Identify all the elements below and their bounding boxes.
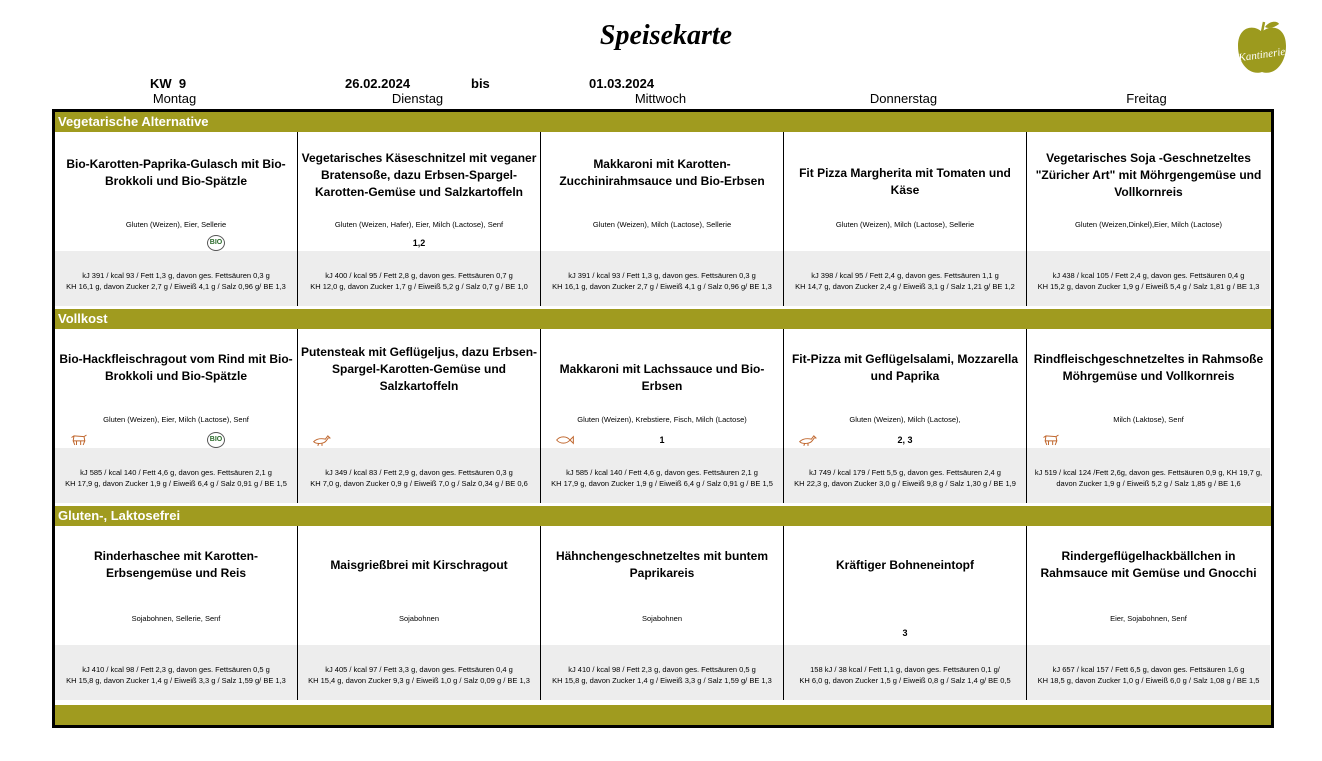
day-monday: Montag xyxy=(152,91,197,106)
dish-name: Bio-Karotten-Paprika-Gulasch mit Bio-Brokkoli und Bio-Spätzle xyxy=(66,157,286,188)
day-friday: Freitag xyxy=(1126,91,1167,106)
cow-icon xyxy=(1041,433,1061,447)
dish-name: Vegetarisches Käseschnitzel mit veganer Bratensoße, dazu Erbsen-Spargel-Karotten-Gemüse und Salzkartoffeln xyxy=(301,151,537,199)
menu-cell xyxy=(541,526,784,700)
nutrition-line-1: kJ 438 / kcal 105 / Fett 2,4 g, davon ges. Fettsäuren 0,4 g xyxy=(1052,271,1245,280)
day-header-row xyxy=(53,91,1293,107)
section-label: Vegetarische Alternative xyxy=(58,114,209,129)
dish-name: Maisgrießbrei mit Kirschragout xyxy=(330,558,508,572)
dish-area xyxy=(1027,329,1270,448)
nutrition-area xyxy=(298,251,540,306)
allergen-text: Gluten (Weizen), Milch (Lactose), Sellerie xyxy=(592,220,732,229)
footer-band xyxy=(55,705,1271,725)
nutrition-line-1: kJ 410 / kcal 98 / Fett 2,3 g, davon ges. Fettsäuren 0,5 g xyxy=(82,665,270,674)
day-thursday: Donnerstag xyxy=(869,91,938,106)
additive-note: 1,2 xyxy=(412,238,426,248)
day-wednesday: Mittwoch xyxy=(634,91,687,106)
dish-area xyxy=(784,526,1026,645)
nutrition-area xyxy=(541,645,783,700)
allergen-text: Gluten (Weizen), Eier, Sellerie xyxy=(125,220,227,229)
allergen-text: Gluten (Weizen), Milch (Lactose), Sellerie xyxy=(835,220,975,229)
additive-note: 1 xyxy=(659,435,665,445)
nutrition-area xyxy=(55,448,297,503)
menu-cell xyxy=(541,132,784,306)
dish-area xyxy=(55,526,297,645)
nutrition-text xyxy=(543,467,781,489)
nutrition-area xyxy=(55,251,297,306)
nutrition-line-2: KH 17,9 g, davon Zucker 1,9 g / Eiweiß 6,4 g / Salz 0,91 g / BE 1,5 xyxy=(551,479,773,488)
nutrition-line-2: KH 15,8 g, davon Zucker 1,4 g / Eiweiß 3,3 g / Salz 1,59 g/ BE 1,3 xyxy=(66,676,286,685)
nutrition-text xyxy=(786,270,1024,292)
dish-name: Makkaroni mit Lachssauce und Bio-Erbsen xyxy=(559,362,765,393)
nutrition-line-2: KH 12,0 g, davon Zucker 1,7 g / Eiweiß 5,2 g / Salz 0,7 g / BE 1,0 xyxy=(310,282,528,291)
date-to: 01.03.2024 xyxy=(589,76,655,91)
menu-cell xyxy=(784,526,1027,700)
nutrition-line-1: kJ 398 / kcal 95 / Fett 2,4 g, davon ges. Fettsäuren 1,1 g xyxy=(811,271,999,280)
menu-cell xyxy=(541,329,784,503)
menu-cell xyxy=(784,132,1027,306)
nutrition-text xyxy=(57,664,295,686)
nutrition-line-2: KH 15,2 g, davon Zucker 1,9 g / Eiweiß 5,4 g / Salz 1,81 g / BE 1,3 xyxy=(1037,282,1260,291)
nutrition-area xyxy=(784,448,1026,503)
menu-cell xyxy=(55,329,298,503)
nutrition-line-1: kJ 657 / kcal 157 / Fett 6,5 g, davon ges. Fettsäuren 1,6 g xyxy=(1052,665,1245,674)
dish-area xyxy=(1027,132,1270,251)
nutrition-line-1: kJ 349 / kcal 83 / Fett 2,9 g, davon ges. Fettsäuren 0,3 g xyxy=(325,468,513,477)
dish-area xyxy=(55,329,297,448)
kw-label: KW 9 xyxy=(150,76,187,91)
nutrition-area xyxy=(784,251,1026,306)
dish-name: Vegetarisches Soja -Geschnetzeltes "Züricher Art" mit Möhrgengemüse und Vollkornreis xyxy=(1035,151,1262,199)
dish-name: Putensteak mit Geflügeljus, dazu Erbsen-Spargel-Karotten-Gemüse und Salzkartoffeln xyxy=(300,345,538,393)
menu-cell xyxy=(298,526,541,700)
allergen-text: Eier, Sojabohnen, Senf xyxy=(1110,614,1187,623)
nutrition-area xyxy=(298,645,540,700)
nutrition-line-1: kJ 585 / kcal 140 / Fett 4,6 g, davon ges. Fettsäuren 2,1 g xyxy=(566,468,758,477)
nutrition-area xyxy=(1027,645,1270,700)
allergen-text: Milch (Laktose), Senf xyxy=(1113,415,1184,424)
nutrition-line-2: KH 16,1 g, davon Zucker 2,7 g / Eiweiß 4,1 g / Salz 0,96 g/ BE 1,3 xyxy=(66,282,286,291)
nutrition-line-1: kJ 391 / kcal 93 / Fett 1,3 g, davon ges. Fettsäuren 0,3 g xyxy=(82,271,270,280)
dish-area xyxy=(541,329,783,448)
allergen-text: Gluten (Weizen), Krebstiere, Fisch, Milch (Lactose) xyxy=(577,415,747,424)
logo-text: Kantinerie xyxy=(1237,45,1286,65)
dish-name: Bio-Hackfleischragout vom Rind mit Bio-Brokkoli und Bio-Spätzle xyxy=(59,352,293,383)
dish-name: Fit-Pizza mit Geflügelsalami, Mozzarella und Paprika xyxy=(791,352,1019,383)
dish-area xyxy=(541,132,783,251)
nutrition-line-2: KH 18,5 g, davon Zucker 1,0 g / Eiweiß 6,0 g / Salz 1,08 g / BE 1,5 xyxy=(1037,676,1260,685)
fish-icon xyxy=(555,433,575,447)
dish-area xyxy=(784,132,1026,251)
nutrition-area xyxy=(541,448,783,503)
chicken-icon xyxy=(798,433,818,447)
nutrition-area xyxy=(1027,448,1270,503)
section-label: Vollkost xyxy=(58,311,108,326)
nutrition-line-1: kJ 400 / kcal 95 / Fett 2,8 g, davon ges. Fettsäuren 0,7 g xyxy=(325,271,513,280)
menu-cell xyxy=(784,329,1027,503)
nutrition-area xyxy=(541,251,783,306)
dish-area xyxy=(298,526,540,645)
dish-name: Rindfleischgeschnetzeltes in Rahmsoße Möhrgemüse und Vollkornreis xyxy=(1033,352,1264,383)
nutrition-line-2: KH 17,9 g, davon Zucker 1,9 g / Eiweiß 6,4 g / Salz 0,91 g / BE 1,5 xyxy=(65,479,287,488)
nutrition-line-1: kJ 585 / kcal 140 / Fett 4,6 g, davon ges. Fettsäuren 2,1 g xyxy=(80,468,272,477)
page-title: Speisekarte xyxy=(599,20,733,51)
allergen-text: Gluten (Weizen, Hafer), Eier, Milch (Lactose), Senf xyxy=(334,220,504,229)
dish-area xyxy=(1027,526,1270,645)
nutrition-text xyxy=(300,664,538,686)
nutrition-line-1: kJ 405 / kcal 97 / Fett 3,3 g, davon ges. Fettsäuren 0,4 g xyxy=(325,665,513,674)
menu-cell xyxy=(298,132,541,306)
date-from: 26.02.2024 xyxy=(345,76,411,91)
nutrition-text xyxy=(786,664,1024,686)
nutrition-line-2: davon Zucker 1,9 g / Eiweiß 5,2 g / Salz 1,85 g / BE 1,6 xyxy=(1056,479,1241,488)
nutrition-line-1: kJ 519 / kcal 124 /Fett 2,6g, davon ges. Fettsäuren 0,9 g, KH 19,7 g, xyxy=(1034,468,1263,477)
nutrition-area xyxy=(298,448,540,503)
allergen-text: Sojabohnen, Sellerie, Senf xyxy=(131,614,221,623)
nutrition-line-2: KH 6,0 g, davon Zucker 1,5 g / Eiweiß 0,8 g / Salz 1,4 g/ BE 0,5 xyxy=(799,676,1011,685)
nutrition-text xyxy=(1029,467,1268,489)
nutrition-text xyxy=(543,270,781,292)
nutrition-text xyxy=(300,270,538,292)
additive-note: 2, 3 xyxy=(897,435,913,445)
nutrition-line-2: KH 15,8 g, davon Zucker 1,4 g / Eiweiß 3,3 g / Salz 1,59 g/ BE 1,3 xyxy=(552,676,772,685)
apple-logo xyxy=(1234,18,1290,80)
menu-cell xyxy=(55,132,298,306)
additive-note: 3 xyxy=(902,628,908,638)
dish-name: Rindergeflügelhackbällchen in Rahmsauce mit Gemüse und Gnocchi xyxy=(1040,549,1257,580)
menu-cell xyxy=(298,329,541,503)
menu-cell xyxy=(1027,329,1270,503)
nutrition-line-2: KH 15,4 g, davon Zucker 9,3 g / Eiweiß 1,0 g / Salz 0,09 g / BE 1,3 xyxy=(308,676,530,685)
nutrition-line-2: KH 7,0 g, davon Zucker 0,9 g / Eiweiß 7,0 g / Salz 0,34 g / BE 0,6 xyxy=(310,479,528,488)
dish-area xyxy=(55,132,297,251)
allergen-text: Gluten (Weizen), Milch (Lactose), xyxy=(849,415,961,424)
bio-icon: BIO xyxy=(207,432,225,448)
nutrition-text xyxy=(1029,270,1268,292)
section-band xyxy=(55,112,1271,132)
section-label: Gluten-, Laktosefrei xyxy=(58,508,181,523)
nutrition-line-2: KH 16,1 g, davon Zucker 2,7 g / Eiweiß 4,1 g / Salz 0,96 g/ BE 1,3 xyxy=(552,282,772,291)
nutrition-text xyxy=(57,270,295,292)
bio-icon: BIO xyxy=(207,235,225,251)
menu-table xyxy=(52,109,1274,728)
nutrition-line-1: kJ 410 / kcal 98 / Fett 2,3 g, davon ges. Fettsäuren 0,5 g xyxy=(568,665,756,674)
allergen-text: Sojabohnen xyxy=(641,614,683,623)
nutrition-line-2: KH 22,3 g, davon Zucker 3,0 g / Eiweiß 9,8 g / Salz 1,30 g / BE 1,9 xyxy=(794,479,1016,488)
allergen-text: Sojabohnen xyxy=(398,614,440,623)
nutrition-text xyxy=(300,467,538,489)
day-tuesday: Dienstag xyxy=(391,91,444,106)
dish-area xyxy=(298,132,540,251)
nutrition-line-2: KH 14,7 g, davon Zucker 2,4 g / Eiweiß 3,1 g / Salz 1,21 g/ BE 1,2 xyxy=(795,282,1015,291)
nutrition-line-1: kJ 749 / kcal 179 / Fett 5,5 g, davon ges. Fettsäuren 2,4 g xyxy=(809,468,1001,477)
nutrition-line-1: 158 kJ / 38 kcal / Fett 1,1 g, davon ges. Fettsäuren 0,1 g/ xyxy=(810,665,1000,674)
allergen-text: Gluten (Weizen,Dinkel),Eier, Milch (Lactose) xyxy=(1075,220,1222,229)
nutrition-area xyxy=(1027,251,1270,306)
menu-cell xyxy=(1027,132,1270,306)
cow-icon xyxy=(69,433,89,447)
nutrition-text xyxy=(57,467,295,489)
nutrition-text xyxy=(786,467,1024,489)
chicken-icon xyxy=(312,433,332,447)
allergen-text: Gluten (Weizen), Eier, Milch (Lactose), Senf xyxy=(103,415,249,424)
nutrition-text xyxy=(543,664,781,686)
dish-area xyxy=(298,329,540,448)
nutrition-area xyxy=(784,645,1026,700)
nutrition-area xyxy=(55,645,297,700)
nutrition-line-1: kJ 391 / kcal 93 / Fett 1,3 g, davon ges. Fettsäuren 0,3 g xyxy=(568,271,756,280)
dish-area xyxy=(784,329,1026,448)
section-band xyxy=(55,506,1271,526)
dish-name: Kräftiger Bohneneintopf xyxy=(836,558,974,572)
menu-cell xyxy=(55,526,298,700)
dish-name: Fit Pizza Margherita mit Tomaten und Käse xyxy=(799,166,1011,197)
dish-name: Hähnchengeschnetzeltes mit buntem Paprikareis xyxy=(555,549,769,580)
dish-area xyxy=(541,526,783,645)
section-band xyxy=(55,309,1271,329)
menu-cell xyxy=(1027,526,1270,700)
bis-label: bis xyxy=(471,76,490,91)
dish-name: Makkaroni mit Karotten-Zucchinirahmsauce und Bio-Erbsen xyxy=(559,157,765,188)
nutrition-text xyxy=(1029,664,1268,686)
dish-name: Rinderhaschee mit Karotten-Erbsengemüse und Reis xyxy=(93,549,259,580)
